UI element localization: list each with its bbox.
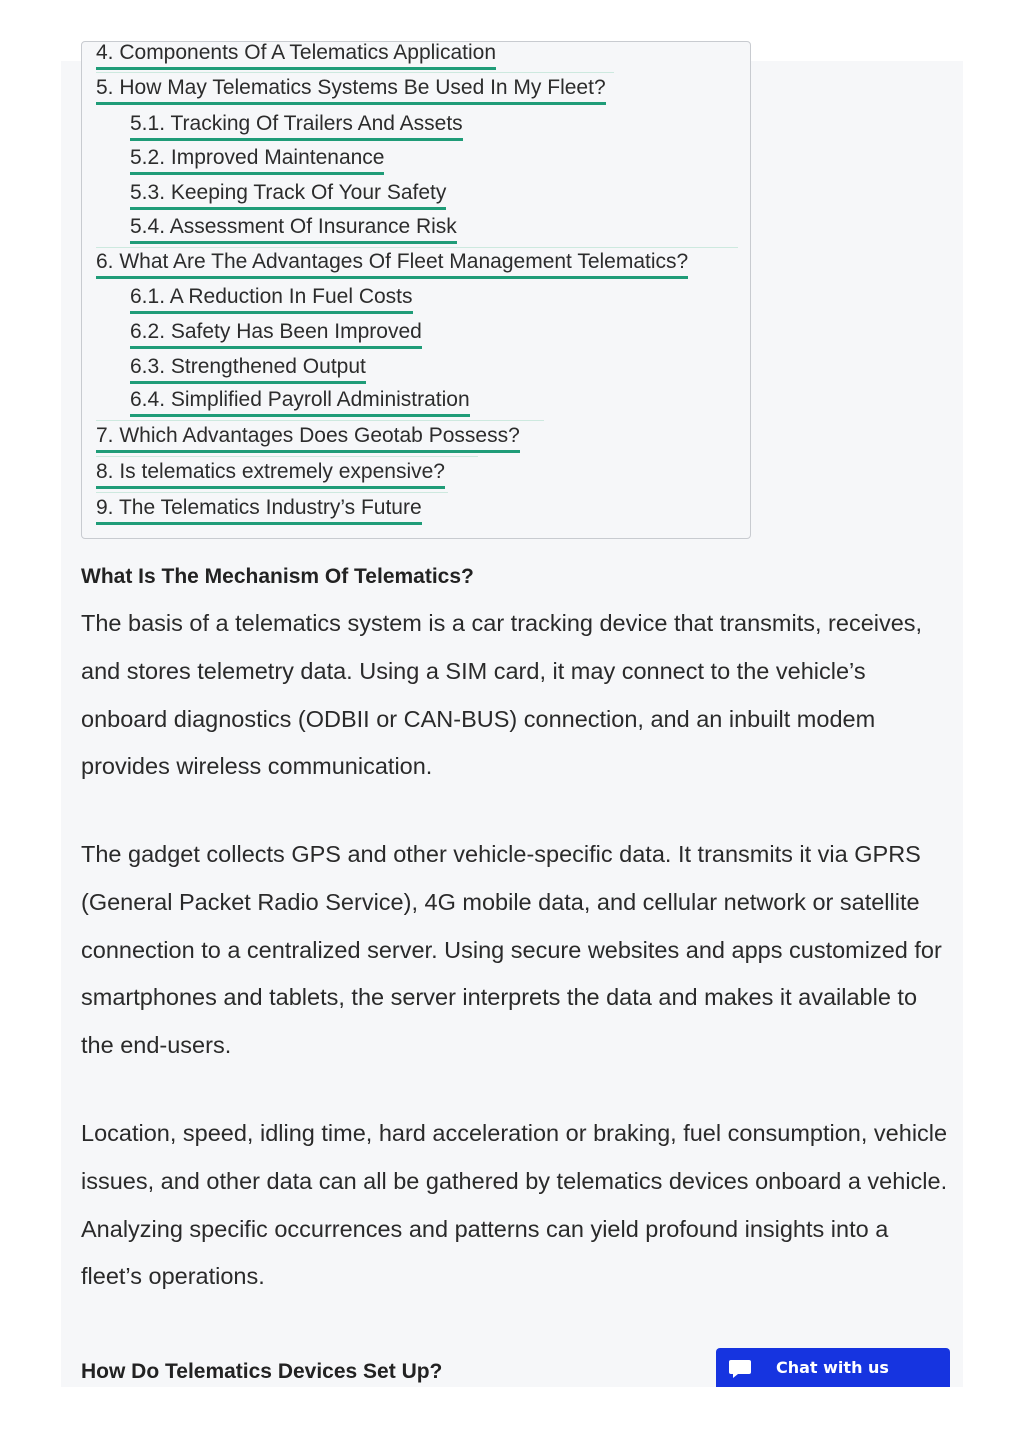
- paragraph-2: The gadget collects GPS and other vehicle-specific data. It transmits it via GPRS (General Packet Radio Service), 4G mobile data, and cellular network or satellite connection to a centralized server. Using secure websites and apps customized for smartphones and tablets, the server interprets the data and makes it available to the end-users.: [81, 841, 942, 1059]
- toc-item-5-1[interactable]: 5.1. Tracking Of Trailers And Assets: [130, 111, 463, 141]
- toc-item-9[interactable]: 9. The Telematics Industry’s Future: [96, 495, 422, 525]
- toc-item-6-1[interactable]: 6.1. A Reduction In Fuel Costs: [130, 284, 413, 314]
- paragraph-1: The basis of a telematics system is a car tracking device that transmits, receives, and stores telemetry data. Using a SIM card, it may connect to the vehicle’s onboard diagnostics (ODBII or CAN-BUS) connection, and an inbuilt modem provides wireless communication.: [81, 610, 923, 780]
- toc-divider: [96, 420, 544, 421]
- paragraph-3: Location, speed, idling time, hard acceleration or braking, fuel consumption, vehicle issues, and other data can all be gathered by telematics devices onboard a vehicle. Analyzing specific occurrences and patterns can yield profound insights into a fleet’s operations.: [81, 1120, 948, 1290]
- article-page: [61, 41, 963, 1387]
- toc-divider: [96, 72, 614, 73]
- chat-with-us-button[interactable]: [716, 1348, 950, 1387]
- toc-item-6[interactable]: 6. What Are The Advantages Of Fleet Management Telematics?: [96, 249, 688, 279]
- chat-bubble-icon: [728, 1356, 752, 1380]
- chat-label: Chat with us: [776, 1358, 889, 1377]
- toc-item-6-4[interactable]: 6.4. Simplified Payroll Administration: [130, 387, 470, 417]
- toc-divider: [96, 247, 738, 248]
- toc-item-8[interactable]: 8. Is telematics extremely expensive?: [96, 459, 445, 489]
- toc-item-5-4[interactable]: 5.4. Assessment Of Insurance Risk: [130, 214, 457, 244]
- toc-item-4[interactable]: 4. Components Of A Telematics Application: [96, 40, 496, 70]
- toc-item-5-3[interactable]: 5.3. Keeping Track Of Your Safety: [130, 180, 446, 210]
- toc-item-6-3[interactable]: 6.3. Strengthened Output: [130, 354, 366, 384]
- section-heading-setup: How Do Telematics Devices Set Up?: [81, 1360, 443, 1383]
- toc-item-5[interactable]: 5. How May Telematics Systems Be Used In My Fleet?: [96, 75, 606, 105]
- toc-divider: [96, 456, 478, 457]
- table-of-contents: [81, 41, 751, 539]
- section-heading-mechanism: What Is The Mechanism Of Telematics?: [81, 565, 474, 588]
- toc-item-5-2[interactable]: 5.2. Improved Maintenance: [130, 145, 384, 175]
- toc-item-7[interactable]: 7. Which Advantages Does Geotab Possess?: [96, 423, 520, 453]
- toc-item-6-2[interactable]: 6.2. Safety Has Been Improved: [130, 319, 422, 349]
- toc-divider: [96, 492, 448, 493]
